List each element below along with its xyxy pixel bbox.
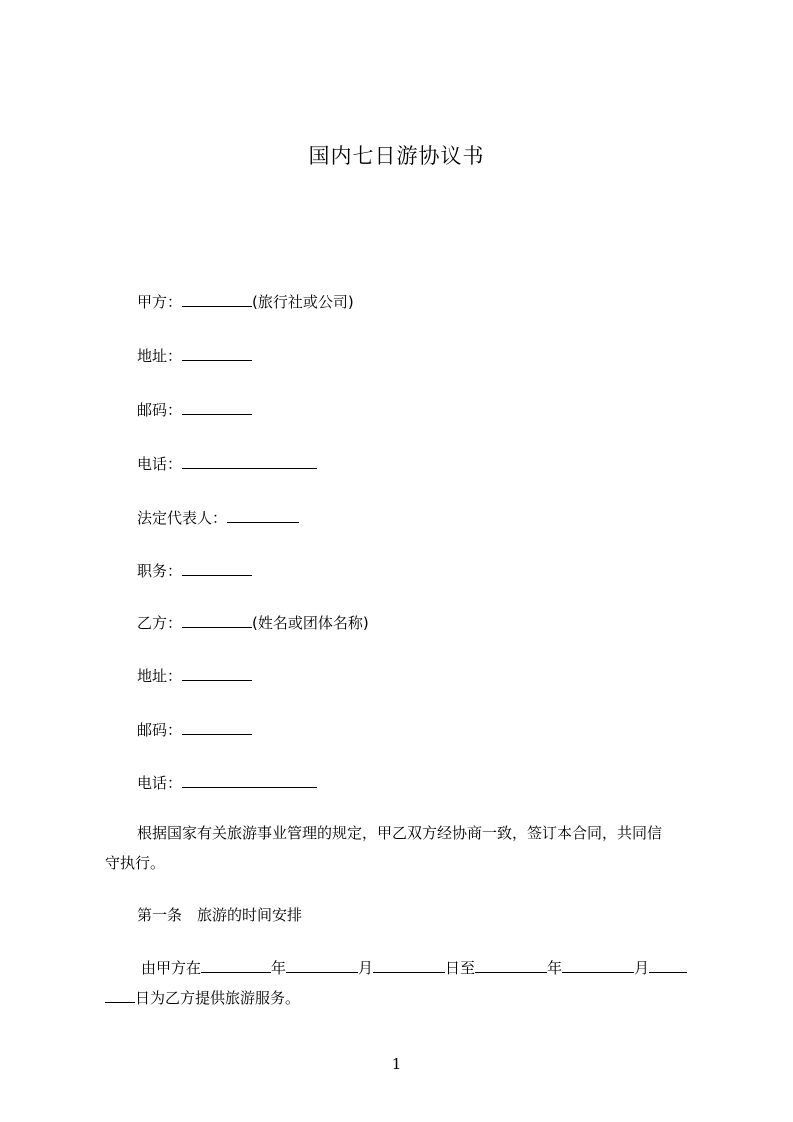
page-number: 1	[391, 1055, 402, 1073]
position-label: 职务：	[137, 562, 183, 580]
party-b-phone-label: 电话：	[137, 774, 183, 792]
legal-rep-line	[137, 507, 299, 528]
party-a-note: (旅行社或公司)	[252, 293, 354, 311]
party-b-address-label: 地址：	[137, 667, 183, 685]
article-1-year-1: 年	[271, 959, 287, 977]
party-b-phone-line	[137, 772, 317, 793]
party-a-phone-label: 电话：	[137, 455, 183, 473]
end-year-blank[interactable]	[475, 957, 547, 973]
party-b-postcode-line	[137, 719, 252, 740]
end-day-blank-part-2[interactable]	[105, 987, 135, 1003]
article-1-year-2: 年	[547, 959, 563, 977]
party-b-address-blank[interactable]	[182, 665, 252, 681]
article-1-month-2: 月	[634, 959, 650, 977]
article-1-paragraph	[105, 953, 705, 1013]
article-1-from: 由甲方在	[141, 959, 202, 977]
start-year-blank[interactable]	[201, 957, 271, 973]
party-a-postcode-label: 邮码：	[137, 401, 183, 419]
start-day-blank[interactable]	[373, 957, 445, 973]
start-month-blank[interactable]	[286, 957, 358, 973]
article-1-heading: 第一条 旅游的时间安排	[137, 906, 303, 924]
legal-rep-blank[interactable]	[227, 507, 299, 523]
party-b-address-line	[137, 665, 252, 686]
preamble-line-1: 根据国家有关旅游事业管理的规定，甲乙双方经协商一致，签订本合同，共同信	[137, 824, 663, 842]
end-month-blank[interactable]	[562, 957, 634, 973]
article-1-day-to: 日至	[445, 959, 476, 977]
party-a-phone-line	[137, 453, 317, 474]
party-b-phone-blank[interactable]	[182, 772, 317, 788]
article-1-end: 日为乙方提供旅游服务。	[135, 989, 301, 1007]
party-b-line	[137, 612, 369, 633]
end-day-blank-part-1[interactable]	[649, 957, 687, 973]
position-blank[interactable]	[182, 560, 252, 576]
legal-rep-label: 法定代表人：	[137, 509, 228, 527]
party-a-address-line	[137, 345, 252, 366]
party-b-postcode-blank[interactable]	[182, 719, 252, 735]
party-a-postcode-line	[137, 399, 252, 420]
party-a-line	[137, 291, 354, 312]
party-b-postcode-label: 邮码：	[137, 721, 183, 739]
document-title: 国内七日游协议书	[308, 144, 485, 168]
party-a-phone-blank[interactable]	[182, 453, 317, 469]
party-b-note: (姓名或团体名称)	[252, 614, 369, 632]
position-line	[137, 560, 252, 581]
party-a-label: 甲方：	[137, 293, 183, 311]
party-a-postcode-blank[interactable]	[182, 399, 252, 415]
party-a-address-label: 地址：	[137, 347, 183, 365]
party-b-label: 乙方：	[137, 614, 183, 632]
preamble-line-2: 守执行。	[105, 854, 166, 872]
party-b-blank[interactable]	[182, 612, 252, 628]
party-a-address-blank[interactable]	[182, 345, 252, 361]
article-1-month-1: 月	[358, 959, 374, 977]
preamble-paragraph	[105, 818, 705, 878]
party-a-blank[interactable]	[182, 291, 252, 307]
